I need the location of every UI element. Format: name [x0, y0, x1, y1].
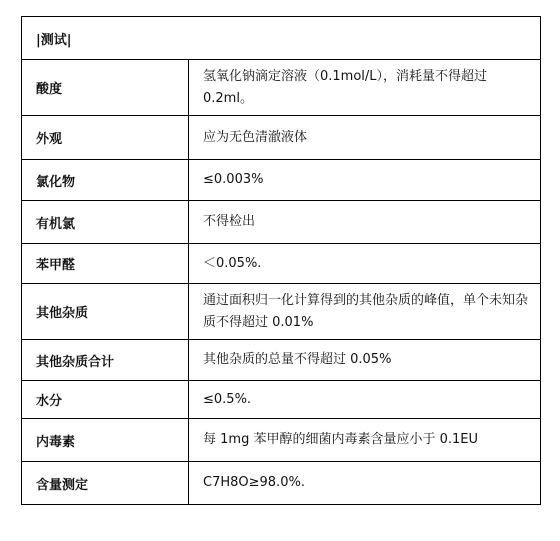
row-value: ≤0.5%. [189, 381, 541, 419]
row-value: 不得检出 [189, 201, 541, 244]
table-row-assay [22, 462, 541, 505]
table-row-endotoxin [22, 419, 541, 462]
row-label: 其他杂质 [22, 284, 189, 340]
table-row-other-impurities [22, 284, 541, 340]
row-value: ≤0.003% [189, 160, 541, 201]
row-label: 酸度 [22, 60, 189, 116]
table-row-acidity [22, 60, 541, 116]
table-row-water [22, 381, 541, 419]
row-label: 外观 [22, 116, 189, 160]
row-label: 氯化物 [22, 160, 189, 201]
table-row-appearance [22, 116, 541, 160]
row-value: C7H8O≥98.0%. [189, 462, 541, 505]
row-value: 应为无色清澈液体 [189, 116, 541, 160]
spec-table [21, 16, 541, 505]
row-label: 其他杂质合计 [22, 340, 189, 381]
row-label: 水分 [22, 381, 189, 419]
row-value: 氢氧化钠滴定溶液（0.1mol/L），消耗量不得超过 0.2ml。 [189, 60, 541, 116]
table-header-cell: |测试| [22, 17, 541, 60]
row-value: ＜0.05%. [189, 244, 541, 284]
row-label: 苯甲醛 [22, 244, 189, 284]
row-label: 有机氯 [22, 201, 189, 244]
row-value: 通过面积归一化计算得到的其他杂质的峰值，单个未知杂质不得超过 0.01% [189, 284, 541, 340]
row-value: 其他杂质的总量不得超过 0.05% [189, 340, 541, 381]
row-label: 含量测定 [22, 462, 189, 505]
table-header-row [22, 17, 541, 60]
table-row-total-impurities [22, 340, 541, 381]
row-label: 内毒素 [22, 419, 189, 462]
table-row-organic-chlorine [22, 201, 541, 244]
table-row-benzaldehyde [22, 244, 541, 284]
row-value: 每 1mg 苯甲醇的细菌内毒素含量应小于 0.1EU [189, 419, 541, 462]
table-row-chloride [22, 160, 541, 201]
